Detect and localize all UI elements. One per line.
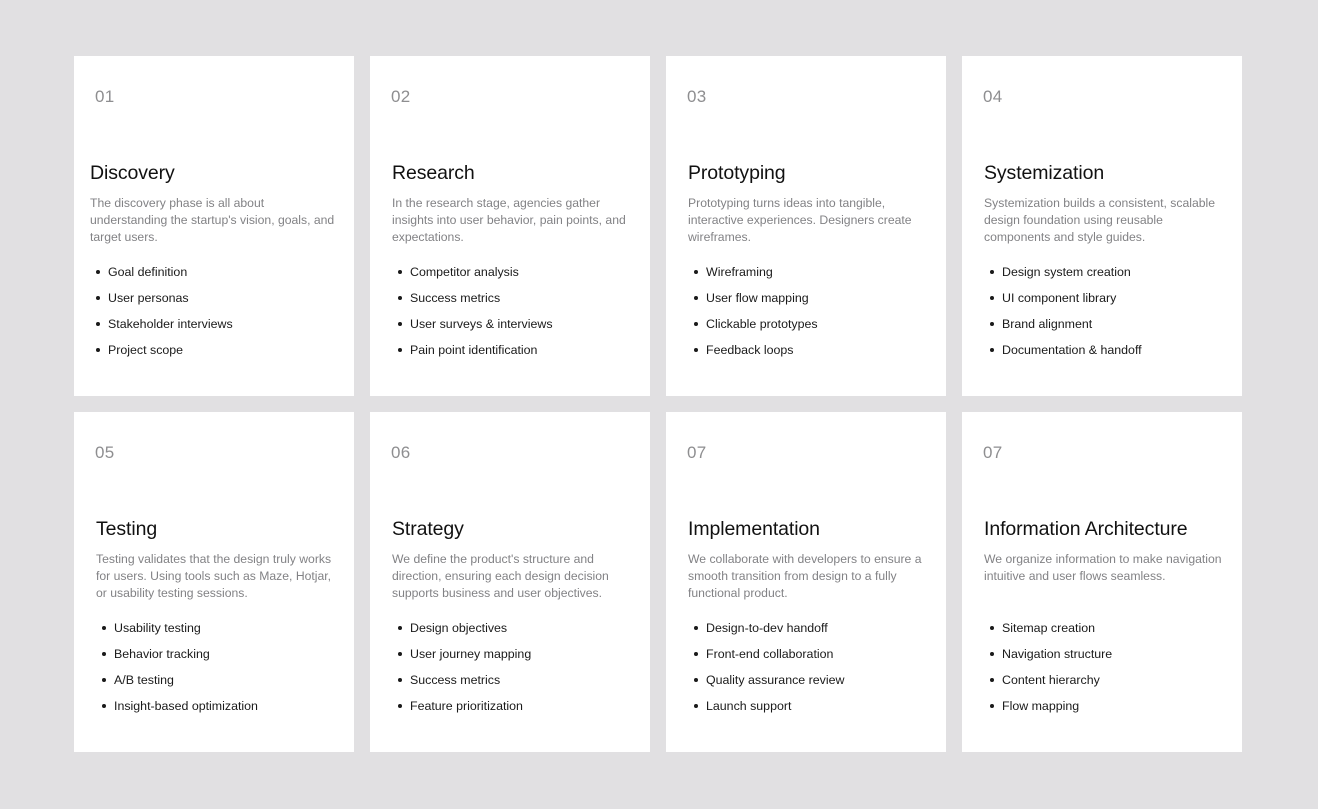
step-title: Discovery (90, 162, 175, 184)
list-item (988, 316, 1142, 342)
process-card-implementation (666, 412, 946, 752)
process-card-prototyping (666, 56, 946, 396)
step-checklist (396, 620, 531, 724)
list-item (692, 316, 818, 342)
bullet-dot-icon (694, 626, 698, 630)
list-item (94, 342, 233, 368)
list-item-label: Design-to-dev handoff (706, 621, 828, 635)
bullet-dot-icon (398, 704, 402, 708)
bullet-dot-icon (990, 652, 994, 656)
process-card-research (370, 56, 650, 396)
step-number: 02 (391, 87, 411, 106)
step-title: Implementation (688, 518, 820, 540)
bullet-dot-icon (96, 270, 100, 274)
list-item (988, 646, 1112, 672)
list-item-label: A/B testing (114, 673, 174, 687)
bullet-dot-icon (398, 322, 402, 326)
list-item (988, 264, 1142, 290)
step-checklist (692, 620, 844, 724)
process-card-information-architecture (962, 412, 1242, 752)
step-number: 04 (983, 87, 1003, 106)
step-checklist (692, 264, 818, 368)
list-item (100, 672, 258, 698)
step-description: We collaborate with developers to ensure a smooth transition from design to a fully functional product. (688, 552, 922, 600)
step-checklist (94, 264, 233, 368)
list-item (396, 342, 553, 368)
list-item-label: Flow mapping (1002, 699, 1080, 713)
list-item-label: UI component library (1002, 291, 1117, 305)
list-item-label: Front-end collaboration (706, 647, 834, 661)
step-title: Information Architecture (984, 518, 1188, 540)
step-checklist (988, 620, 1112, 724)
list-item (692, 646, 844, 672)
list-item (988, 672, 1112, 698)
step-number: 05 (95, 443, 115, 462)
step-description: We organize information to make navigation intuitive and user flows seamless. (984, 552, 1222, 583)
list-item (988, 698, 1112, 724)
list-item-label: Usability testing (114, 621, 201, 635)
process-card-testing (74, 412, 354, 752)
bullet-dot-icon (990, 348, 994, 352)
bullet-dot-icon (102, 678, 106, 682)
step-description: We define the product's structure and direction, ensuring each design decision supports business and user objectives. (392, 552, 609, 600)
list-item (94, 290, 233, 316)
bullet-dot-icon (398, 348, 402, 352)
step-description: Prototyping turns ideas into tangible, interactive experiences. Designers create wireframes. (688, 196, 912, 244)
list-item-label: Launch support (706, 699, 792, 713)
step-number: 03 (687, 87, 707, 106)
list-item-label: Quality assurance review (706, 673, 845, 687)
step-title: Systemization (984, 162, 1105, 184)
list-item-label: Stakeholder interviews (108, 317, 233, 331)
process-card-strategy (370, 412, 650, 752)
list-item-label: Insight-based optimization (114, 699, 258, 713)
list-item (396, 290, 553, 316)
step-checklist (100, 620, 258, 724)
list-item (396, 646, 531, 672)
bullet-dot-icon (398, 270, 402, 274)
list-item (988, 342, 1142, 368)
list-item-label: Competitor analysis (410, 265, 519, 279)
list-item-label: Success metrics (410, 673, 501, 687)
list-item (988, 290, 1142, 316)
bullet-dot-icon (990, 626, 994, 630)
bullet-dot-icon (398, 626, 402, 630)
list-item (94, 264, 233, 290)
bullet-dot-icon (990, 678, 994, 682)
list-item (692, 698, 844, 724)
list-item-label: Project scope (108, 343, 184, 357)
list-item (692, 342, 818, 368)
list-item (692, 264, 818, 290)
list-item (692, 672, 844, 698)
process-card-discovery (74, 56, 354, 396)
bullet-dot-icon (990, 322, 994, 326)
bullet-dot-icon (694, 348, 698, 352)
step-title: Research (392, 162, 475, 184)
bullet-dot-icon (398, 678, 402, 682)
list-item-label: Behavior tracking (114, 647, 210, 661)
bullet-dot-icon (102, 652, 106, 656)
step-number: 01 (95, 87, 115, 106)
list-item-label: Sitemap creation (1002, 621, 1095, 635)
list-item-label: Clickable prototypes (706, 317, 818, 331)
list-item-label: Goal definition (108, 265, 188, 279)
list-item-label: User journey mapping (410, 647, 532, 661)
list-item-label: Navigation structure (1002, 647, 1113, 661)
list-item (100, 698, 258, 724)
list-item (396, 316, 553, 342)
bullet-dot-icon (990, 296, 994, 300)
list-item (100, 620, 258, 646)
bullet-dot-icon (694, 678, 698, 682)
bullet-dot-icon (694, 296, 698, 300)
bullet-dot-icon (96, 322, 100, 326)
list-item-label: Success metrics (410, 291, 501, 305)
list-item (396, 672, 531, 698)
list-item-label: Brand alignment (1002, 317, 1093, 331)
step-title: Prototyping (688, 162, 786, 184)
list-item-label: Pain point identification (410, 343, 538, 357)
list-item-label: Design objectives (410, 621, 508, 635)
step-title: Testing (96, 518, 158, 540)
step-description: Systemization builds a consistent, scalable design foundation using reusable components and style guides. (984, 196, 1216, 244)
bullet-dot-icon (398, 652, 402, 656)
bullet-dot-icon (102, 704, 106, 708)
process-card-systemization (962, 56, 1242, 396)
bullet-dot-icon (990, 270, 994, 274)
step-number: 07 (687, 443, 707, 462)
list-item-label: Feature prioritization (410, 699, 523, 713)
list-item (94, 316, 233, 342)
step-description: In the research stage, agencies gather insights into user behavior, pain points, and expectations. (392, 196, 626, 244)
bullet-dot-icon (694, 270, 698, 274)
list-item (988, 620, 1112, 646)
list-item-label: Wireframing (706, 265, 773, 279)
process-card-grid (74, 56, 1242, 752)
bullet-dot-icon (102, 626, 106, 630)
step-description: The discovery phase is all about understanding the startup's vision, goals, and target users. (90, 196, 335, 244)
list-item-label: Content hierarchy (1002, 673, 1100, 687)
list-item-label: User personas (108, 291, 189, 305)
step-title: Strategy (392, 518, 464, 540)
list-item-label: User flow mapping (706, 291, 809, 305)
step-checklist (988, 264, 1142, 368)
step-checklist (396, 264, 553, 368)
bullet-dot-icon (694, 652, 698, 656)
list-item-label: Design system creation (1002, 265, 1131, 279)
list-item (100, 646, 258, 672)
list-item (692, 290, 818, 316)
list-item-label: Feedback loops (706, 343, 794, 357)
bullet-dot-icon (694, 322, 698, 326)
list-item (692, 620, 844, 646)
bullet-dot-icon (96, 296, 100, 300)
bullet-dot-icon (96, 348, 100, 352)
step-number: 06 (391, 443, 411, 462)
list-item (396, 698, 531, 724)
bullet-dot-icon (694, 704, 698, 708)
bullet-dot-icon (398, 296, 402, 300)
step-description: Testing validates that the design truly works for users. Using tools such as Maze, Hotjar, or usability testing sessions. (96, 552, 332, 600)
list-item-label: User surveys & interviews (410, 317, 553, 331)
step-number: 07 (983, 443, 1003, 462)
bullet-dot-icon (990, 704, 994, 708)
list-item-label: Documentation & handoff (1002, 343, 1142, 357)
list-item (396, 620, 531, 646)
list-item (396, 264, 553, 290)
